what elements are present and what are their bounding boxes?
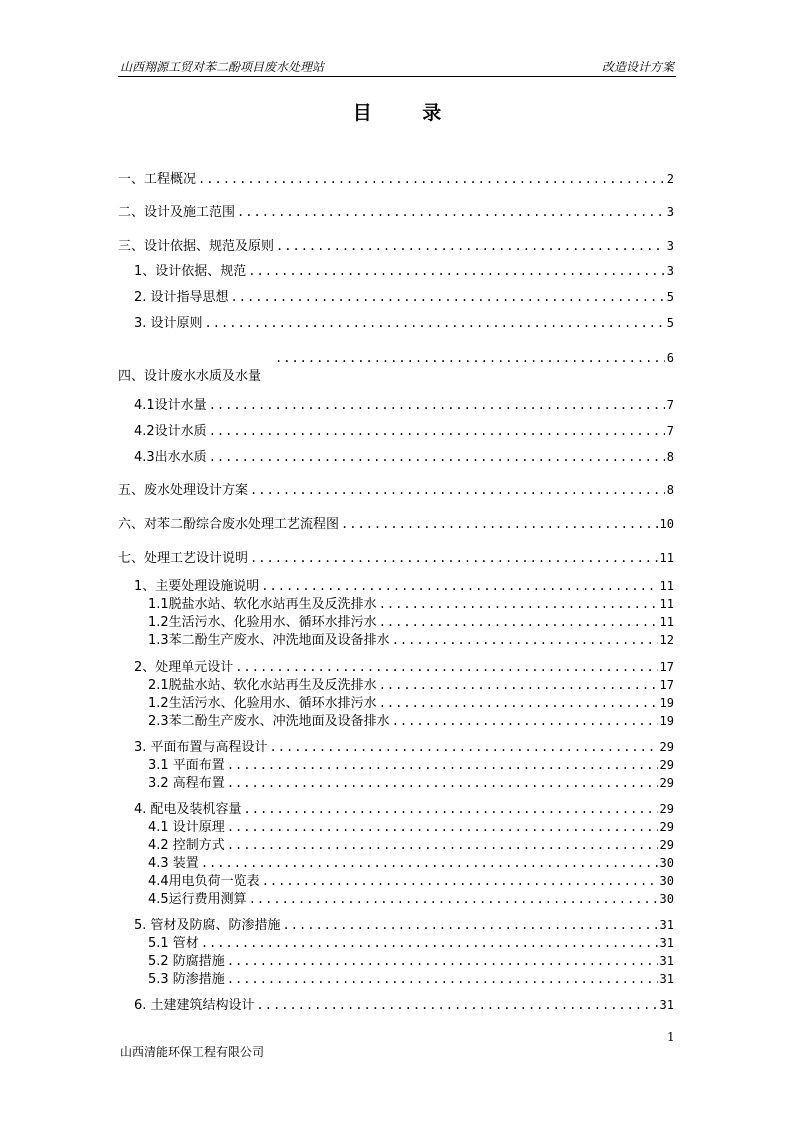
toc-entry-page: 5 [666, 290, 674, 304]
toc-entry-label: 4. 配电及装机容量 [134, 802, 242, 817]
toc-entry-4-2[interactable] [118, 422, 674, 440]
header-project-name: 山西翔源工贸对苯二酚项目废水处理站 [120, 60, 325, 74]
toc-entry-label: 三、设计依据、规范及原则 [118, 239, 275, 254]
toc-leader-dots [235, 658, 657, 676]
toc-entry-page: 6 [666, 351, 674, 365]
toc-entry-7-2[interactable] [118, 658, 674, 676]
toc-entry-7-5-3[interactable] [118, 970, 674, 988]
toc-entry-7-2-2[interactable] [118, 694, 674, 712]
toc-leader-dots [341, 515, 658, 533]
toc-entry-3[interactable] [118, 237, 674, 255]
toc-entry-label: 七、处理工艺设计说明 [118, 551, 249, 566]
toc-entry-label: 二、设计及施工范围 [118, 205, 236, 220]
toc-leader-dots [379, 676, 658, 694]
toc-entry-label: 1、设计依据、规范 [134, 264, 247, 279]
toc-leader-dots [227, 756, 658, 774]
toc-entry-label: 3.1 平面布置 [148, 758, 225, 773]
toc-entry-label: 6. 土建建筑结构设计 [134, 998, 255, 1013]
toc-leader-dots [379, 694, 658, 712]
toc-entry-7-4[interactable] [118, 800, 674, 818]
toc-leader-dots [248, 262, 664, 280]
toc-leader-dots [209, 448, 665, 466]
toc-entry-7-5-2[interactable] [118, 952, 674, 970]
toc-leader-dots [250, 549, 658, 567]
toc-entry-page: 3 [666, 264, 674, 278]
toc-entry-7-5[interactable] [118, 916, 674, 934]
toc-leader-dots [198, 170, 665, 188]
toc-leader-dots [227, 774, 658, 792]
toc-entry-page: 29 [659, 802, 674, 816]
toc-entry-label: 4.2 控制方式 [148, 838, 225, 853]
toc-entry-label: 5.3 防渗措施 [148, 972, 225, 987]
toc-entry-1[interactable] [118, 170, 674, 188]
toc-entry-label: 1.3苯二酚生产废水、冲洗地面及设备排水 [148, 633, 390, 648]
toc-entry-page: 31 [659, 972, 674, 986]
toc-entry-page: 31 [659, 936, 674, 950]
toc-entry-6[interactable] [118, 515, 674, 533]
toc-entry-page: 3 [666, 205, 674, 219]
toc-entry-label: 1.2生活污水、化验用水、循环水排污水 [148, 615, 377, 630]
toc-entry-7-4-5[interactable] [118, 890, 674, 908]
toc-entry-7-3[interactable] [118, 738, 674, 756]
header-doc-type: 改造设计方案 [601, 60, 674, 74]
toc-entry-label: 一、工程概况 [118, 172, 197, 187]
toc-entry-4-3[interactable] [118, 448, 674, 466]
toc-leader-dots [201, 934, 658, 952]
toc-entry-label: 4.2设计水质 [134, 424, 207, 439]
toc-title: 目 录 [352, 102, 464, 124]
toc-entry-page: 17 [659, 678, 674, 692]
toc-entry-7-3-1[interactable] [118, 756, 674, 774]
toc-entry-page: 30 [659, 874, 674, 888]
toc-leader-dots [201, 854, 658, 872]
toc-entry-7[interactable] [118, 549, 674, 567]
toc-leader-dots [209, 396, 665, 414]
toc-entry-page: 30 [659, 892, 674, 906]
toc-entry-7-1[interactable] [118, 577, 674, 595]
toc-entry-7-4-3[interactable] [118, 854, 674, 872]
toc-entry-4-1[interactable] [118, 396, 674, 414]
toc-entry-label: 四、设计废水水质及水量 [118, 369, 262, 384]
toc-entry-label: 4.1 设计原理 [148, 820, 225, 835]
toc-entry-label: 4.3 装置 [148, 856, 199, 871]
toc-entry-label: 3. 平面布置与高程设计 [134, 740, 268, 755]
toc-leader-dots [250, 481, 665, 499]
toc-entry-3-1[interactable] [118, 262, 674, 280]
toc-leader-dots [244, 800, 658, 818]
toc-entry-page: 29 [659, 776, 674, 790]
toc-entry-label: 1.2生活污水、化验用水、循环水排污水 [148, 696, 377, 711]
toc-entry-page: 31 [659, 918, 674, 932]
toc-leader-dots [261, 577, 657, 595]
toc-entry-7-3-2[interactable] [118, 774, 674, 792]
toc-leader-dots [276, 237, 665, 255]
toc-leader-dots [227, 952, 658, 970]
toc-entry-page: 19 [659, 696, 674, 710]
toc-leader-dots [227, 818, 658, 836]
toc-entry-blank[interactable] [118, 349, 674, 367]
toc-entry-7-1-1[interactable] [118, 595, 674, 613]
toc-leader-dots [257, 996, 658, 1014]
toc-entry-page: 11 [659, 615, 674, 629]
toc-entry-label: 2.3苯二酚生产废水、冲洗地面及设备排水 [148, 714, 390, 729]
toc-entry-7-4-1[interactable] [118, 818, 674, 836]
toc-entry-page: 8 [666, 483, 674, 497]
toc-entry-7-4-2[interactable] [118, 836, 674, 854]
toc-entry-7-4-4[interactable] [118, 872, 674, 890]
toc-entry-page: 19 [659, 714, 674, 728]
toc-entry-2[interactable] [118, 203, 674, 221]
toc-entry-5[interactable] [118, 481, 674, 499]
toc-entry-label: 1.1脱盐水站、软化水站再生及反洗排水 [148, 597, 377, 612]
toc-leader-dots [379, 613, 658, 631]
toc-entry-label: 五、废水处理设计方案 [118, 483, 249, 498]
toc-entry-page: 8 [666, 450, 674, 464]
toc-entry-4[interactable] [118, 368, 674, 386]
toc-entry-label: 4.3出水水质 [134, 450, 207, 465]
toc-leader-dots [227, 970, 658, 988]
toc-entry-page: 3 [666, 239, 674, 253]
table-of-contents [118, 0, 674, 1123]
toc-entry-label: 六、对苯二酚综合废水处理工艺流程图 [118, 517, 340, 532]
toc-entry-label: 5.1 管材 [148, 936, 199, 951]
toc-entry-7-1-3[interactable] [118, 631, 674, 649]
toc-entry-page: 31 [659, 998, 674, 1012]
toc-leader-dots [392, 712, 658, 730]
toc-entry-page: 29 [659, 758, 674, 772]
toc-entry-7-5-1[interactable] [118, 934, 674, 952]
toc-entry-label: 5. 管材及防腐、防渗措施 [134, 918, 281, 933]
toc-leader-dots [209, 422, 665, 440]
toc-leader-dots [270, 738, 658, 756]
toc-entry-label: 4.1设计水量 [134, 398, 207, 413]
toc-leader-dots [205, 314, 665, 332]
toc-entry-page: 29 [659, 820, 674, 834]
toc-entry-page: 11 [659, 597, 674, 611]
toc-entry-label: 3.2 高程布置 [148, 776, 225, 791]
toc-leader-dots [227, 836, 658, 854]
toc-leader-dots [379, 595, 658, 613]
toc-leader-dots [283, 916, 658, 934]
toc-entry-page: 7 [666, 424, 674, 438]
toc-entry-page: 7 [666, 398, 674, 412]
toc-entry-page: 17 [659, 660, 674, 674]
toc-leader-dots [392, 631, 658, 649]
toc-entry-label: 4.4用电负荷一览表 [148, 874, 260, 889]
toc-leader-dots [249, 890, 658, 908]
toc-entry-page: 12 [659, 633, 674, 647]
toc-entry-page: 10 [659, 517, 674, 531]
toc-entry-label: 4.5运行费用测算 [148, 892, 247, 907]
toc-entry-page: 30 [659, 856, 674, 870]
toc-entry-label: 5.2 防腐措施 [148, 954, 225, 969]
toc-entry-7-1-2[interactable] [118, 613, 674, 631]
toc-entry-3-2[interactable] [118, 288, 674, 306]
toc-entry-page: 11 [659, 551, 674, 565]
page-number: 1 [667, 1030, 675, 1044]
toc-entry-page: 29 [659, 740, 674, 754]
toc-entry-page: 31 [659, 954, 674, 968]
toc-entry-page: 11 [659, 579, 674, 593]
toc-entry-3-3[interactable] [118, 314, 674, 332]
toc-leader-dots [275, 349, 665, 367]
toc-entry-label: 1、主要处理设施说明 [134, 579, 260, 594]
toc-leader-dots [231, 288, 665, 306]
toc-entry-page: 29 [659, 838, 674, 852]
toc-entry-label: 2. 设计指导思想 [134, 290, 229, 305]
toc-entry-label: 3. 设计原则 [134, 316, 203, 331]
toc-entry-page: 5 [666, 316, 674, 330]
toc-entry-7-2-3[interactable] [118, 712, 674, 730]
toc-leader-dots [237, 203, 665, 221]
toc-leader-dots [262, 872, 658, 890]
toc-entry-label: 2.1脱盐水站、软化水站再生及反洗排水 [148, 678, 377, 693]
footer-company: 山西清能环保工程有限公司 [120, 1045, 265, 1059]
toc-entry-7-2-1[interactable] [118, 676, 674, 694]
toc-entry-page: 2 [666, 172, 674, 186]
toc-entry-7-6[interactable] [118, 996, 674, 1014]
toc-entry-label: 2、处理单元设计 [134, 660, 234, 675]
